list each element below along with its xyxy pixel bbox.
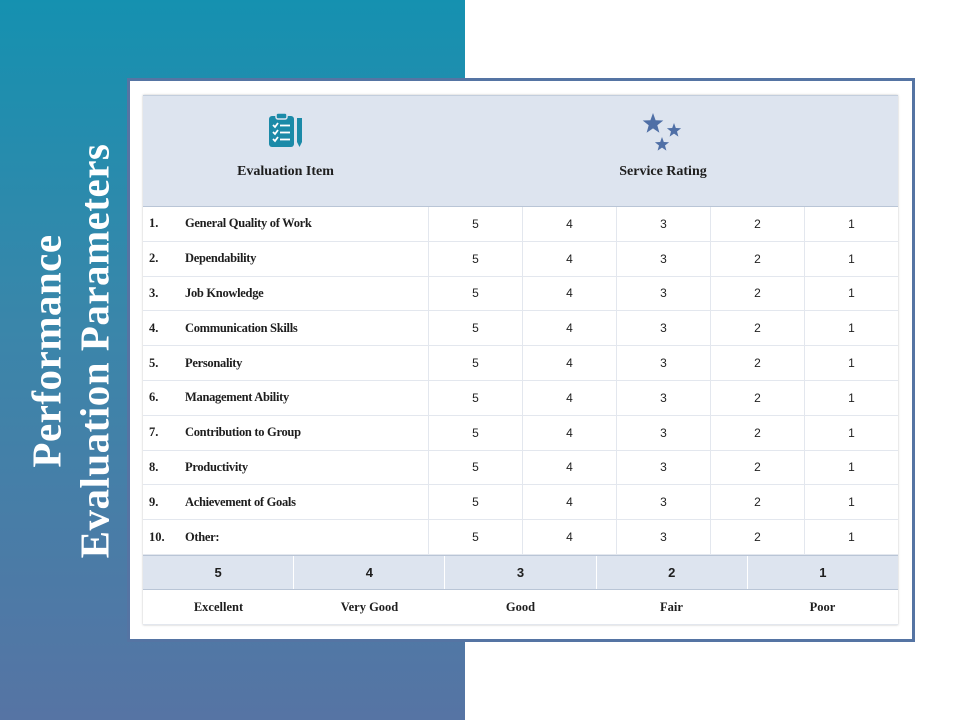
score-1: 1 bbox=[804, 451, 898, 485]
score-5: 5 bbox=[428, 381, 522, 415]
legend-label: Fair bbox=[660, 599, 683, 614]
legend-value: 3 bbox=[444, 556, 595, 589]
score-2: 2 bbox=[710, 346, 804, 380]
table-header bbox=[143, 95, 898, 207]
row-label: Achievement of Goals bbox=[185, 494, 296, 509]
score-2: 2 bbox=[710, 520, 804, 554]
title-line-2: Evaluation Parameters bbox=[71, 143, 118, 558]
score-2: 2 bbox=[710, 451, 804, 485]
score-5: 5 bbox=[428, 485, 522, 519]
score-5: 5 bbox=[428, 277, 522, 311]
row-label: Other: bbox=[185, 529, 220, 544]
service-rating-header bbox=[428, 96, 898, 208]
row-number: 7. bbox=[149, 425, 159, 440]
clipboard-checklist-icon bbox=[266, 110, 306, 150]
score-4: 4 bbox=[522, 451, 616, 485]
score-5: 5 bbox=[428, 242, 522, 276]
row-number: 5. bbox=[149, 355, 159, 370]
rating-scale-values bbox=[143, 555, 898, 590]
score-1: 1 bbox=[804, 311, 898, 345]
row-label: General Quality of Work bbox=[185, 216, 312, 231]
rating-scale-labels bbox=[143, 590, 898, 625]
stars-icon bbox=[640, 112, 686, 154]
row-number: 6. bbox=[149, 390, 159, 405]
table-row bbox=[143, 207, 898, 242]
score-3: 3 bbox=[616, 520, 710, 554]
score-5: 5 bbox=[428, 451, 522, 485]
score-3: 3 bbox=[616, 451, 710, 485]
row-label: Job Knowledge bbox=[185, 285, 264, 300]
score-3: 3 bbox=[616, 485, 710, 519]
row-number: 1. bbox=[149, 216, 159, 231]
score-4: 4 bbox=[522, 520, 616, 554]
score-3: 3 bbox=[616, 207, 710, 241]
score-2: 2 bbox=[710, 277, 804, 311]
evaluation-table bbox=[143, 95, 898, 625]
score-1: 1 bbox=[804, 207, 898, 241]
row-label: Contribution to Group bbox=[185, 425, 301, 440]
score-2: 2 bbox=[710, 242, 804, 276]
table-row bbox=[143, 451, 898, 486]
score-2: 2 bbox=[710, 207, 804, 241]
slide-title bbox=[22, 58, 118, 643]
score-5: 5 bbox=[428, 207, 522, 241]
score-4: 4 bbox=[522, 416, 616, 450]
row-number: 8. bbox=[149, 459, 159, 474]
table-row bbox=[143, 416, 898, 451]
table-row bbox=[143, 311, 898, 346]
row-label: Dependability bbox=[185, 251, 257, 266]
score-1: 1 bbox=[804, 277, 898, 311]
title-line-1: Performance bbox=[23, 233, 70, 468]
row-label: Communication Skills bbox=[185, 320, 298, 335]
legend-label: Very Good bbox=[340, 599, 399, 614]
row-number: 9. bbox=[149, 494, 159, 509]
score-3: 3 bbox=[616, 277, 710, 311]
score-1: 1 bbox=[804, 416, 898, 450]
score-3: 3 bbox=[616, 311, 710, 345]
table-row bbox=[143, 346, 898, 381]
score-4: 4 bbox=[522, 277, 616, 311]
table-row bbox=[143, 381, 898, 416]
table-row bbox=[143, 242, 898, 277]
rating-rows bbox=[143, 207, 898, 555]
score-1: 1 bbox=[804, 485, 898, 519]
score-4: 4 bbox=[522, 207, 616, 241]
service-rating-label: Service Rating bbox=[619, 164, 707, 179]
score-2: 2 bbox=[710, 485, 804, 519]
score-3: 3 bbox=[616, 416, 710, 450]
score-3: 3 bbox=[616, 381, 710, 415]
table-row bbox=[143, 277, 898, 312]
score-5: 5 bbox=[428, 311, 522, 345]
score-4: 4 bbox=[522, 346, 616, 380]
row-number: 2. bbox=[149, 251, 159, 266]
score-2: 2 bbox=[710, 311, 804, 345]
score-5: 5 bbox=[428, 346, 522, 380]
row-label: Productivity bbox=[185, 459, 248, 474]
score-1: 1 bbox=[804, 346, 898, 380]
score-3: 3 bbox=[616, 242, 710, 276]
score-1: 1 bbox=[804, 381, 898, 415]
legend-value: 5 bbox=[214, 565, 222, 580]
score-3: 3 bbox=[616, 346, 710, 380]
legend-label: Excellent bbox=[193, 599, 244, 614]
score-5: 5 bbox=[428, 416, 522, 450]
legend-label: Poor bbox=[809, 599, 836, 614]
legend-value: 1 bbox=[747, 556, 898, 589]
score-2: 2 bbox=[710, 416, 804, 450]
row-number: 10. bbox=[149, 529, 165, 544]
legend-label: Good bbox=[505, 599, 536, 614]
score-1: 1 bbox=[804, 242, 898, 276]
row-number: 3. bbox=[149, 285, 159, 300]
score-4: 4 bbox=[522, 311, 616, 345]
score-5: 5 bbox=[428, 520, 522, 554]
score-2: 2 bbox=[710, 381, 804, 415]
evaluation-item-header bbox=[143, 96, 428, 208]
score-1: 1 bbox=[804, 520, 898, 554]
legend-value: 4 bbox=[293, 556, 444, 589]
score-4: 4 bbox=[522, 242, 616, 276]
evaluation-item-label: Evaluation Item bbox=[237, 164, 334, 179]
legend-value: 2 bbox=[596, 556, 747, 589]
score-4: 4 bbox=[522, 381, 616, 415]
score-4: 4 bbox=[522, 485, 616, 519]
row-label: Personality bbox=[185, 355, 243, 370]
table-row bbox=[143, 485, 898, 520]
row-label: Management Ability bbox=[185, 390, 289, 405]
table-row bbox=[143, 520, 898, 555]
row-number: 4. bbox=[149, 320, 159, 335]
